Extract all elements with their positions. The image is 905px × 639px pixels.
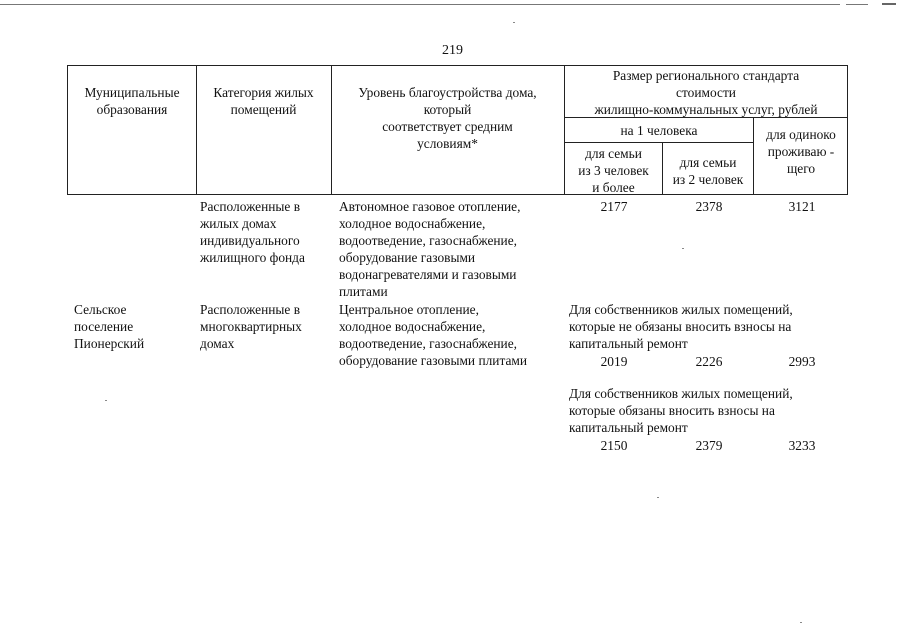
column-divider xyxy=(196,66,197,194)
scan-edge-line xyxy=(0,4,840,5)
row1-category: Расположенные в жилых домах индивидуального жилищного фонда xyxy=(200,199,305,265)
row2-category: Расположенные в многоквартирных домах xyxy=(200,302,302,351)
row2-value-b-family3: 2150 xyxy=(600,438,628,453)
row2-value-b-single: 3233 xyxy=(788,438,816,453)
scan-speck xyxy=(682,248,684,249)
row2-municipality: Сельское поселение Пионерский xyxy=(74,302,145,351)
scan-speck xyxy=(800,622,802,623)
page-number: 219 xyxy=(442,43,463,58)
row2-note-b: Для собственников жилых помещений, которые обязаны вносить взносы на капитальный ремонт xyxy=(569,386,793,435)
table-header xyxy=(67,65,848,195)
column-divider xyxy=(331,66,332,194)
scan-edge-line xyxy=(846,4,868,5)
header-family-3: для семьи из 3 человек и более xyxy=(578,146,649,195)
row1-value-single: 3121 xyxy=(788,199,816,214)
scan-speck xyxy=(105,400,107,401)
row1-value-family2: 2378 xyxy=(695,199,723,214)
row2-value-a-family3: 2019 xyxy=(600,354,628,369)
row1-level: Автономное газовое отопление, холодное водоснабжение, водоотведение, газоснабжение, оборудование газовыми водонагревателями и газовыми плитами xyxy=(339,199,521,299)
row2-note-a: Для собственников жилых помещений, которые не обязаны вносить взносы на капитальный ремонт xyxy=(569,302,793,351)
header-family-2: для семьи из 2 человек xyxy=(672,155,744,187)
row2-value-a-family2: 2226 xyxy=(695,354,723,369)
header-group: Размер регионального стандарта стоимости жилищно-коммунальных услуг, рублей xyxy=(594,68,818,117)
row2-value-a-single: 2993 xyxy=(788,354,816,369)
row2-value-b-family2: 2379 xyxy=(695,438,723,453)
row1-value-family3: 2177 xyxy=(600,199,628,214)
header-level: Уровень благоустройства дома, который соответствует средним условиям* xyxy=(358,85,537,151)
scan-edge-line xyxy=(882,3,896,5)
row2-level: Центральное отопление, холодное водоснабжение, водоотведение, газоснабжение, оборудование газовыми плитами xyxy=(339,302,528,368)
header-municipality: Муниципальные образования xyxy=(84,85,180,117)
row-divider xyxy=(564,142,753,143)
scan-speck xyxy=(513,22,515,23)
header-single: для одиноко проживаю - щего xyxy=(766,127,836,176)
header-category: Категория жилых помещений xyxy=(213,85,314,117)
header-per-person: на 1 человека xyxy=(620,123,698,138)
scan-speck xyxy=(657,497,659,498)
